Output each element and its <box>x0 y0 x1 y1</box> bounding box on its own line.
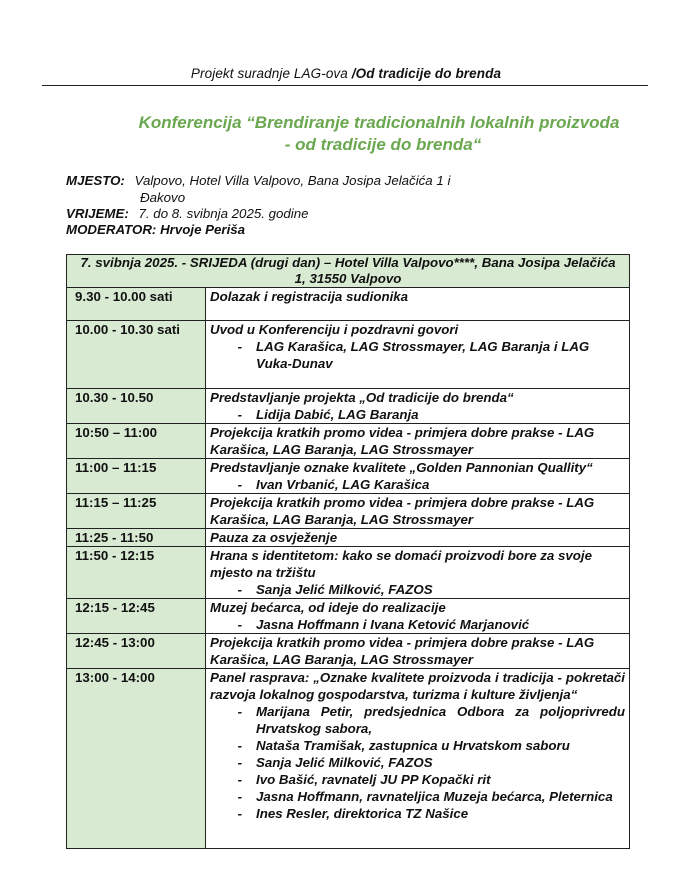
activity-title: Pauza za osvježenje <box>210 530 338 545</box>
activity-title: Uvod u Konferenciju i pozdravni govori <box>210 322 459 337</box>
speaker-item <box>210 805 625 822</box>
schedule-time: 12:15 - 12:45 <box>67 599 206 634</box>
header-project: Projekt suradnje LAG-ova <box>190 66 352 81</box>
speaker-item <box>210 737 625 754</box>
schedule-time: 9.30 - 10.00 sati <box>67 288 206 321</box>
schedule-activity <box>206 634 630 669</box>
speaker-name: Ivo Bašić, ravnatelj JU PP Kopački rit <box>256 772 491 787</box>
schedule-time: 10:50 – 11:00 <box>67 424 206 459</box>
schedule-time: 11:50 - 12:15 <box>67 547 206 599</box>
bullet-dash: - <box>237 582 242 597</box>
schedule-activity <box>206 288 630 321</box>
schedule-row <box>67 634 630 669</box>
title-line-1: Konferencija “Brendiranje tradicionalnih lokalnih proizvoda <box>138 113 620 132</box>
schedule-activity <box>206 599 630 634</box>
speaker-name: LAG Karašica, LAG Strossmayer, LAG Baranja i LAG Vuka-Dunav <box>256 339 590 371</box>
speaker-name: Jasna Hoffmann i Ivana Ketović Marjanović <box>256 617 530 632</box>
bullet-dash: - <box>237 704 242 719</box>
time-value: 7. do 8. svibnja 2025. godine <box>138 206 309 221</box>
bullet-dash: - <box>237 738 242 753</box>
schedule-activity <box>206 321 630 389</box>
document-header <box>0 66 692 81</box>
activity-title: Hrana s identitetom: kako se domaći proizvodi bore za svoje mjesto na tržištu <box>210 548 593 580</box>
speaker-name: Ines Resler, direktorica TZ Našice <box>256 806 469 821</box>
speaker-item <box>210 754 625 771</box>
speaker-item <box>210 771 625 788</box>
conference-title <box>66 112 692 156</box>
header-divider <box>42 85 648 86</box>
speaker-item <box>210 703 625 737</box>
speaker-item <box>210 788 625 805</box>
meta-moderator <box>66 221 245 238</box>
schedule-activity <box>206 424 630 459</box>
moderator-value: Hrvoje Periša <box>160 222 246 237</box>
bullet-dash: - <box>237 755 242 770</box>
speaker-item <box>210 581 625 598</box>
schedule-row <box>67 529 630 547</box>
activity-title: Projekcija kratkih promo videa - primjera dobre prakse - LAG Karašica, LAG Baranja, LAG Strossmayer <box>210 425 595 457</box>
activity-title: Predstavljanje oznake kvalitete „Golden Pannonian Quallity“ <box>210 460 593 475</box>
header-project-name: /Od tradicije do brenda <box>351 66 502 81</box>
activity-title: Panel rasprava: „Oznake kvalitete proizvoda i tradicija - pokretači razvoja lokalnog gospodarstva, turizma i kulture življenja“ <box>210 670 625 702</box>
speaker-name: Jasna Hoffmann, ravnateljica Muzeja bećarca, Pleternica <box>256 789 613 804</box>
speaker-item <box>210 476 625 493</box>
day-header-row <box>67 255 630 288</box>
bullet-dash: - <box>237 772 242 787</box>
schedule-time: 11:15 – 11:25 <box>67 494 206 529</box>
location-label: MJESTO: <box>66 173 125 188</box>
meta-location-2 <box>140 189 185 206</box>
schedule-row <box>67 494 630 529</box>
speaker-name: Ivan Vrbanić, LAG Karašica <box>256 477 430 492</box>
moderator-label: MODERATOR: <box>66 222 157 237</box>
meta-location <box>66 172 450 189</box>
speaker-name: Marijana Petir, predsjednica Odbora za poljoprivredu Hrvatskog sabora, <box>256 704 625 736</box>
location-value: Valpovo, Hotel Villa Valpovo, Bana Josipa Jelačića 1 i <box>134 173 451 188</box>
schedule-row <box>67 288 630 321</box>
bullet-dash: - <box>237 617 242 632</box>
schedule-table <box>66 254 630 849</box>
schedule-row <box>67 321 630 389</box>
activity-title: Projekcija kratkih promo videa - primjera dobre prakse - LAG Karašica, LAG Baranja, LAG Strossmayer <box>210 495 595 527</box>
schedule-row <box>67 389 630 424</box>
schedule-time: 13:00 - 14:00 <box>67 669 206 849</box>
bullet-dash: - <box>237 789 242 804</box>
title-line-2: - od tradicije do brenda“ <box>284 135 482 154</box>
schedule-activity <box>206 529 630 547</box>
schedule-activity <box>206 494 630 529</box>
time-label: VRIJEME: <box>66 206 129 221</box>
schedule-activity <box>206 459 630 494</box>
schedule-time: 11:25 - 11:50 <box>67 529 206 547</box>
meta-time <box>66 205 309 222</box>
schedule-row <box>67 547 630 599</box>
schedule-time: 11:00 – 11:15 <box>67 459 206 494</box>
schedule-activity <box>206 669 630 849</box>
activity-title: Predstavljanje projekta „Od tradicije do brenda“ <box>210 390 514 405</box>
schedule-time: 12:45 - 13:00 <box>67 634 206 669</box>
bullet-dash: - <box>237 477 242 492</box>
speaker-name: Sanja Jelić Milković, FAZOS <box>256 755 433 770</box>
bullet-dash: - <box>237 339 242 354</box>
activity-title: Dolazak i registracija sudionika <box>210 289 409 304</box>
location-value-2: Đakovo <box>140 190 186 205</box>
activity-title: Projekcija kratkih promo videa - primjera dobre prakse - LAG Karašica, LAG Baranja, LAG Strossmayer <box>210 635 595 667</box>
day-header: 7. svibnja 2025. - SRIJEDA (drugi dan) – Hotel Villa Valpovo****, Bana Josipa Jelačića 1, 31550 Valpovo <box>67 255 630 288</box>
speaker-name: Sanja Jelić Milković, FAZOS <box>256 582 433 597</box>
speaker-item <box>210 616 625 633</box>
speaker-name: Nataša Tramišak, zastupnica u Hrvatskom saboru <box>256 738 570 753</box>
bullet-dash: - <box>237 806 242 821</box>
schedule-row <box>67 459 630 494</box>
schedule-row <box>67 669 630 849</box>
schedule-row <box>67 599 630 634</box>
schedule-activity <box>206 547 630 599</box>
speaker-name: Lidija Dabić, LAG Baranja <box>256 407 419 422</box>
schedule-time: 10.00 - 10.30 sati <box>67 321 206 389</box>
schedule-row <box>67 424 630 459</box>
speaker-item <box>210 338 625 372</box>
speaker-item <box>210 406 625 423</box>
bullet-dash: - <box>237 407 242 422</box>
schedule-activity <box>206 389 630 424</box>
activity-title: Muzej bećarca, od ideje do realizacije <box>210 600 446 615</box>
schedule-time: 10.30 - 10.50 <box>67 389 206 424</box>
